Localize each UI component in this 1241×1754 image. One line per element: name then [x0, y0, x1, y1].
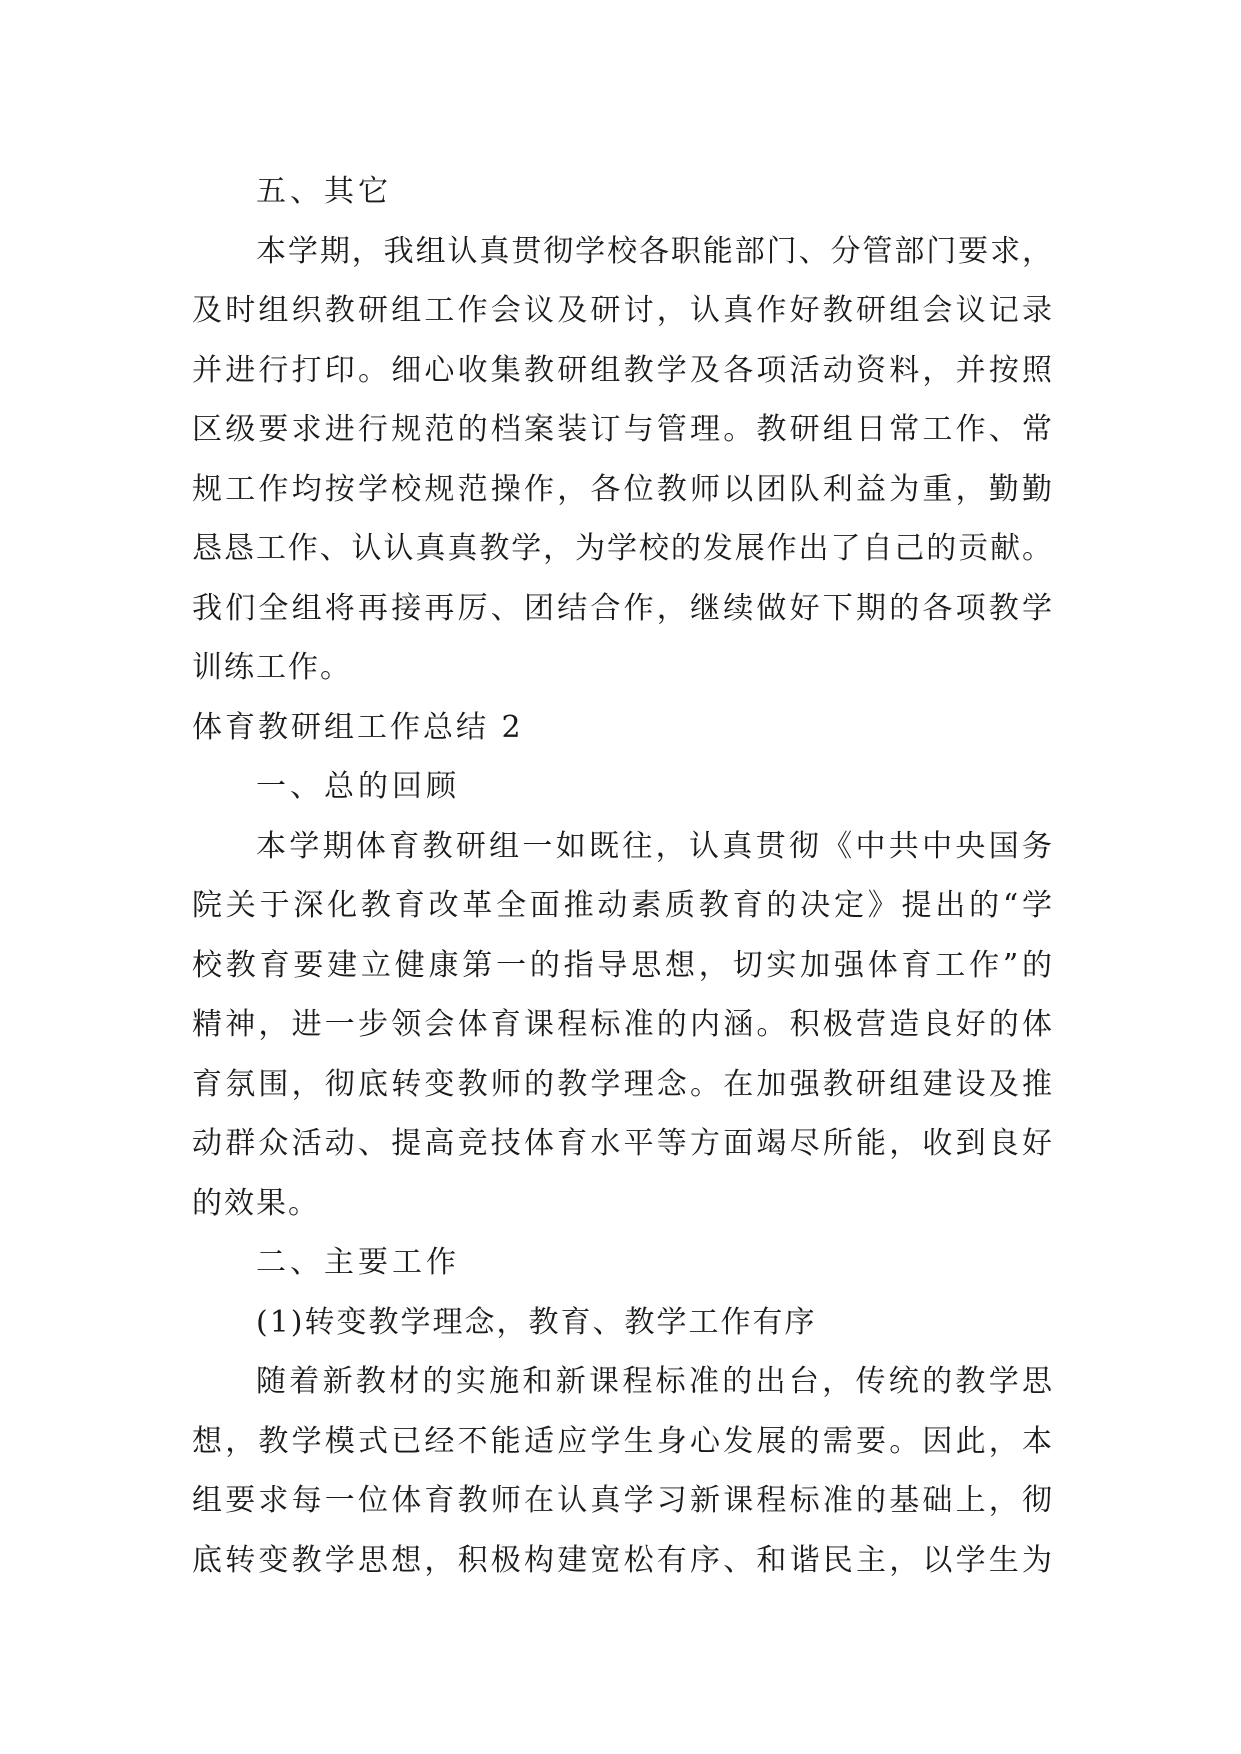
- paragraph-line: 院关于深化教育改革全面推动素质教育的决定》提出的“学: [192, 888, 1052, 923]
- paragraph-line: 随着新教材的实施和新课程标准的出台，传统的教学思: [256, 1364, 1052, 1399]
- sub-heading: (1)转变教学理念，教育、教学工作有序: [256, 1304, 817, 1340]
- paragraph-line: 本学期，我组认真贯彻学校各职能部门、分管部门要求，: [256, 233, 1052, 269]
- document-body: [192, 162, 1052, 1590]
- paragraph-line: 精神，进一步领会体育课程标准的内涵。积极营造良好的体: [192, 1007, 1052, 1042]
- paragraph-line: 的效果。: [192, 1185, 320, 1221]
- paragraph-line: 校教育要建立健康第一的指导思想，切实加强体育工作”的: [192, 947, 1052, 983]
- paragraph-line: 训练工作。: [192, 650, 352, 685]
- paragraph-line: 区级要求进行规范的档案装订与管理。教研组日常工作、常: [192, 412, 1052, 447]
- paragraph-line: 我们全组将再接再厉、团结合作，继续做好下期的各项教学: [192, 590, 1052, 626]
- section-heading: 二、主要工作: [256, 1245, 460, 1280]
- paragraph-line: 及时组织教研组工作会议及研讨，认真作好教研组会议记录: [192, 293, 1052, 328]
- paragraph-line: 育氛围，彻底转变教师的教学理念。在加强教研组建设及推: [192, 1066, 1052, 1102]
- paragraph-line: 并进行打印。细心收集教研组教学及各项活动资料，并按照: [192, 352, 1052, 388]
- paragraph-line: 规工作均按学校规范操作，各位教师以团队利益为重，勤勤: [192, 471, 1052, 507]
- document-title: 体育教研组工作总结 2: [192, 709, 524, 745]
- section-heading: 五、其它: [256, 174, 392, 209]
- paragraph-line: 恳恳工作、认认真真教学，为学校的发展作出了自己的贡献。: [192, 531, 1052, 566]
- paragraph-line: 本学期体育教研组一如既往，认真贯彻《中共中央国务: [256, 828, 1052, 864]
- section-heading: 一、总的回顾: [256, 769, 460, 804]
- paragraph-line: 底转变教学思想，积极构建宽松有序、和谐民主，以学生为: [192, 1542, 1052, 1578]
- paragraph-line: 组要求每一位体育教师在认真学习新课程标准的基础上，彻: [192, 1483, 1052, 1518]
- paragraph-line: 动群众活动、提高竞技体育水平等方面竭尽所能，收到良好: [192, 1126, 1052, 1161]
- paragraph-line: 想，教学模式已经不能适应学生身心发展的需要。因此，本: [192, 1423, 1052, 1459]
